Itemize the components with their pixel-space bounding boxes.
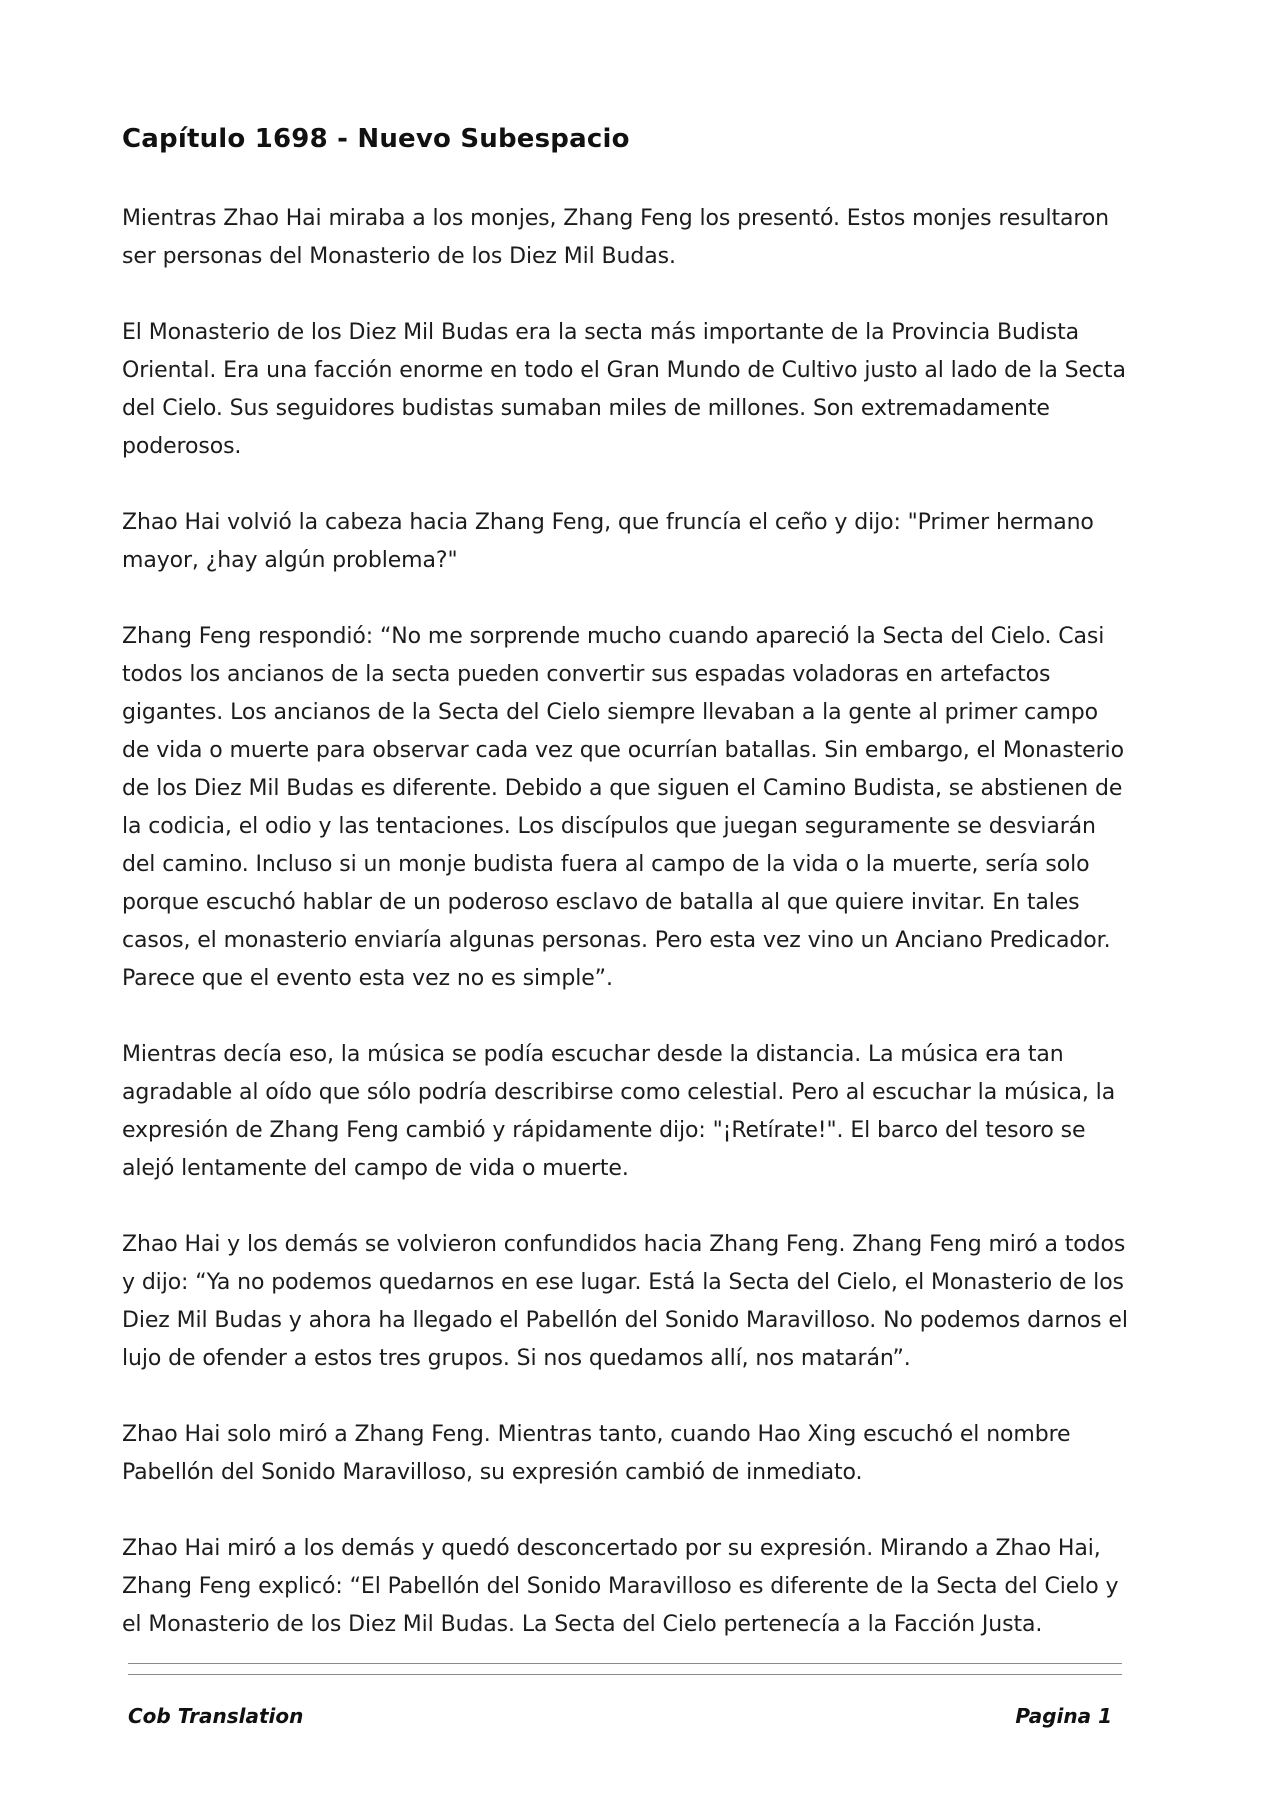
footer-page-number: Pagina 1 — [1015, 1704, 1112, 1728]
paragraph: Zhao Hai solo miró a Zhang Feng. Mientras tanto, cuando Hao Xing escuchó el nombre Pabellón del Sonido Maravilloso, su expresión cambió de inmediato. — [122, 1422, 1071, 1485]
paragraph: El Monasterio de los Diez Mil Budas era la secta más importante de la Provincia Budista Oriental. Era una facción enorme en todo el Gran Mundo de Cultivo justo al lado de la Secta del Cielo. Sus seguidores budistas sumaban miles de millones. Son extremadamente poderosos. — [122, 320, 1126, 459]
paragraph: Zhao Hai y los demás se volvieron confundidos hacia Zhang Feng. Zhang Feng miró a todos y dijo: “Ya no podemos quedarnos en ese lugar. Está la Secta del Cielo, el Monasterio de los Diez Mil Budas y ahora ha llegado el Pabellón del Sonido Maravilloso. No podemos darnos el lujo de ofender a estos tres grupos. Si nos quedamos allí, nos matarán”. — [122, 1232, 1128, 1371]
chapter-title: Capítulo 1698 - Nuevo Subespacio — [122, 124, 630, 154]
footer-translator: Cob Translation — [128, 1704, 304, 1728]
paragraph: Zhao Hai volvió la cabeza hacia Zhang Feng, que fruncía el ceño y dijo: "Primer hermano mayor, ¿hay algún problema?" — [122, 510, 1094, 573]
footer-divider — [128, 1663, 1122, 1664]
paragraph: Zhang Feng respondió: “No me sorprende mucho cuando apareció la Secta del Cielo. Casi todos los ancianos de la secta pueden convertir sus espadas voladoras en artefactos gigantes. Los ancianos de la Secta del Cielo siempre llevaban a la gente al primer campo de vida o muerte para observar cada vez que ocurrían batallas. Sin embargo, el Monasterio de los Diez Mil Budas es diferente. Debido a que siguen el Camino Budista, se abstienen de la codicia, el odio y las tentaciones. Los discípulos que juegan seguramente se desviarán del camino. Incluso si un monje budista fuera al campo de la vida o la muerte, sería solo porque escuchó hablar de un poderoso esclavo de batalla al que quiere invitar. En tales casos, el monasterio enviaría algunas personas. Pero esta vez vino un Anciano Predicador. Parece que el evento esta vez no es simple”. — [122, 624, 1124, 991]
paragraph: Mientras Zhao Hai miraba a los monjes, Zhang Feng los presentó. Estos monjes resultaron ser personas del Monasterio de los Diez Mil Budas. — [122, 206, 1110, 269]
paragraph: Mientras decía eso, la música se podía escuchar desde la distancia. La música era tan agradable al oído que sólo podría describirse como celestial. Pero al escuchar la música, la expresión de Zhang Feng cambió y rápidamente dijo: "¡Retírate!". El barco del tesoro se alejó lentamente del campo de vida o muerte. — [122, 1042, 1116, 1181]
body-text — [122, 200, 1132, 1682]
footer-divider — [128, 1674, 1122, 1675]
paragraph: Zhao Hai miró a los demás y quedó desconcertado por su expresión. Mirando a Zhao Hai, Zhang Feng explicó: “El Pabellón del Sonido Maravilloso es diferente de la Secta del Cielo y el Monasterio de los Diez Mil Budas. La Secta del Cielo pertenecía a la Facción Justa. — [122, 1536, 1119, 1637]
